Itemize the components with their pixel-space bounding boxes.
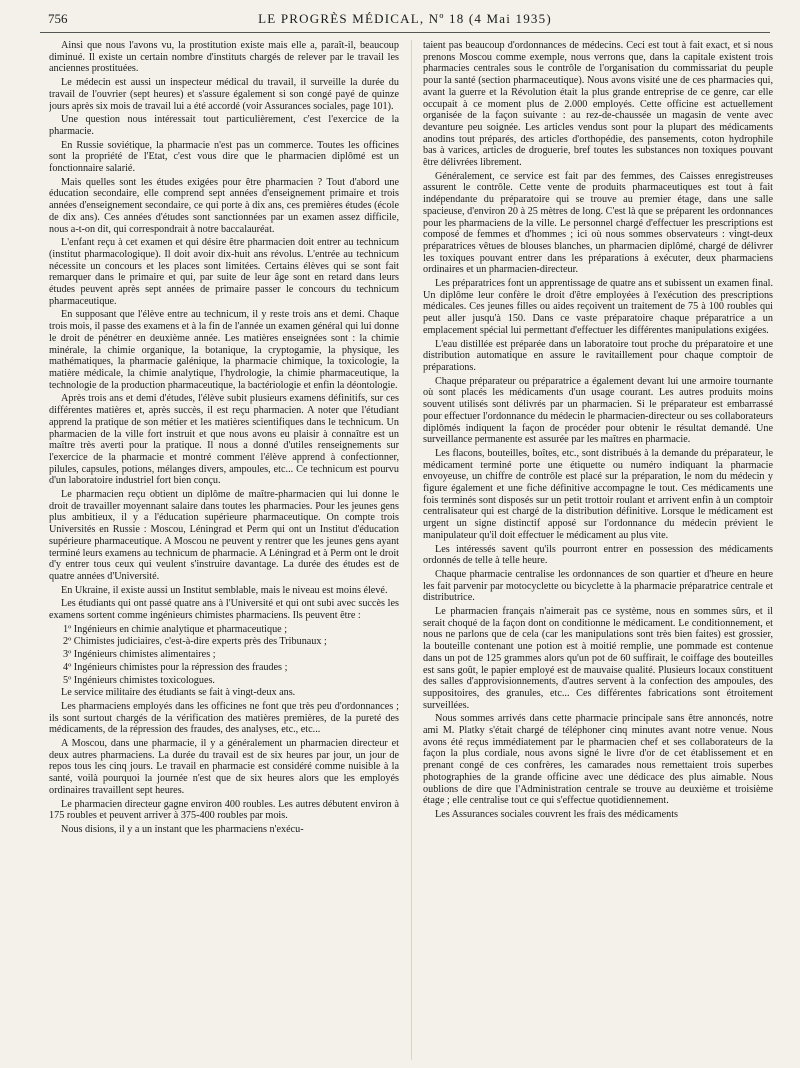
- paragraph: Le pharmacien directeur gagne environ 400 roubles. Les autres débutent environ à 175 roubles et peuvent arriver à 375-400 roubles par mois.: [49, 798, 399, 822]
- list-item: 5º Ingénieurs chimistes toxicologues.: [63, 674, 215, 686]
- paragraph: En Ukraine, il existe aussi un Institut semblable, mais le niveau est moins élevé.: [61, 584, 388, 596]
- page-number: 756: [48, 11, 68, 26]
- paragraph: Le service militaire des étudiants se fait à vingt-deux ans.: [61, 687, 296, 699]
- paragraph: Le médecin est aussi un inspecteur médical du travail, il surveille la durée du travail de l'ouvrier (sept heures) et s'assure également si son congé payé de quinze jours après six mois de travail lui a été accordé (voir Assurances sociales, page 101).: [49, 77, 399, 112]
- paragraph: A Moscou, dans une pharmacie, il y a généralement un pharmacien directeur et deux autres pharmaciens. La durée du travail est de six heures par jour, un jour de repos tous les cinq jours. Le travail en pharmacie est considéré comme nuisible à la santé, voilà pourquoi la journée n'est que de six heures alors que les employés ordinaires travaillent sept heures.: [49, 738, 399, 796]
- paragraph: Les flacons, bouteilles, boîtes, etc., sont distribués à la demande du préparateur, le médicament terminé porte une étiquette ou numéro indiquant la pharmacie envoyeuse, un chiffre de contrôle est placé sur la préparation, le nom du médecin y figure également et une fiche définitive accompagne le tout. Ces médicaments une fois terminés sont disposés sur un petit trottoir roulant et arrivent enfin à un comptoir centralisateur qui est chargé de la distribution définitive. Lorsque le médicament est urgent un signe distinctif apposé sur l'ordonnance du médecin prévient le manipulateur qu'il doit effectuer le médicament au plus vite.: [423, 447, 773, 541]
- right-column: [423, 40, 773, 1060]
- list-item: 2º Chimistes judiciaires, c'est-à-dire experts près des Tribunaux ;: [63, 636, 327, 648]
- paragraph: Après trois ans et demi d'études, l'élève subit plusieurs examens définitifs, sur ces différentes matières et, après succès, il est reçu pharmacien. A noter que l'étudiant apprend la pratique de son métier et les matières scientifiques dans le technicum. Un pharmacien de la ville fort instruit et que nous avons eu plaisir à connaître est un maître très averti pour la pratique. Il nous a donné d'utiles renseignements sur l'exercice de la pharmacie et montré comment l'élève apprend à confectionner, pilules, capsules, potions, mélanges divers, ampoules, etc... Ce technicum est pourvu d'un laboratoire industriel fort bien conçu.: [49, 393, 399, 487]
- paragraph: Ainsi que nous l'avons vu, la prostitution existe mais elle a, paraît-il, beaucoup diminué. Il existe un certain nombre d'instituts chargés de relever par le travail les anciennes prostituées.: [49, 40, 399, 75]
- paragraph: Nous disions, il y a un instant que les pharmaciens n'exécu-: [61, 824, 304, 835]
- paragraph: Une question nous intéressait tout particulièrement, c'est l'exercice de la pharmacie.: [49, 114, 399, 137]
- running-header: [40, 6, 770, 33]
- left-column: [49, 40, 399, 1060]
- paragraph: En Russie soviétique, la pharmacie n'est pas un commerce. Toutes les officines sont la propriété de l'Etat, c'est vous dire que le pharmacien diplômé est un fonctionnaire salarié.: [49, 139, 399, 175]
- paragraph: Nous sommes arrivés dans cette pharmacie principale sans être annoncés, notre ami M. Platky s'était chargé de téléphoner cinq minutes avant notre venue. Nous avons été reçus immédiatement par le pharmacien chef et ses collaborateurs de la façon la plus cordiale, nous avons signé le livre d'or de cet établissement et en prenant congé de ces confrères, les camarades nous remettaient trois superbes photographies de la grande officine avec une dédicace des plus aimable. Nous oublions de dire que l'Administration centrale se trouve au deuxième et troisième étage ; elle centralise tout ce qui s'effectue quotidiennement.: [423, 713, 773, 807]
- paragraph: L'enfant reçu à cet examen et qui désire être pharmacien doit entrer au technicum (institut pharmacologique). Il doit avoir dix-huit ans révolus. L'entrée au technicum nécessite un concours et les places sont limitées. Certains élèves qui se sont fait remarquer dans le primaire et qui, par suite de leur âge sont en retard dans leurs études peuvent après sept années de primaire passer le concours du technicum pharmaceutique.: [49, 237, 399, 307]
- running-title: LE PROGRÈS MÉDICAL, Nº 18 (4 Mai 1935): [258, 11, 552, 26]
- paragraph: Les pharmaciens employés dans les officines ne font que très peu d'ordonnances ; ils sont surtout chargés de la vérification des matières premières, de la pureté des médicaments, de la répression des fraudes, des analyses, etc., etc...: [49, 700, 399, 736]
- paragraph: taient pas beaucoup d'ordonnances de médecins. Ceci est tout à fait exact, et si nous prenons Moscou comme exemple, nous verrons que, dans la capitale existent trois pharmacies centrales sous le contrôle de l'organisation du commissariat du peuple pour la santé (section pharmaceutique). Nous avons visité une de ces pharmacies qui, avant la guerre et la Révolution était la plus grande entreprise de ce genre, car elle occupait à ce moment plus de 2.000 employés. Cette officine est actuellement organisée de la façon suivante : au rez-de-chaussée un magasin de vente avec devanture peu soignée. Les articles vendus sont pour la plupart des médicaments anodins tout préparés, des articles d'orthopédie, des pansements, coton hydrophile bas à varices, articles de droguerie, bref toutes les substances non toxiques pouvant être délivrées librement.: [423, 40, 773, 169]
- list-item: 3º Ingénieurs chimistes alimentaires ;: [63, 649, 216, 661]
- list-item: 4º Ingénieurs chimistes pour la répression des fraudes ;: [63, 661, 288, 673]
- paragraph: Chaque pharmacie centralise les ordonnances de son quartier et d'heure en heure les fait parvenir par motocyclette ou bicyclette à la pharmacie préparatrice centrale et distributrice.: [423, 568, 773, 604]
- paragraph: Les Assurances sociales couvrent les frais des médicaments: [435, 809, 679, 820]
- paragraph: Mais quelles sont les études exigées pour être pharmacien ? Tout d'abord une éducation secondaire, elle comprend sept années d'enseignement primaire et trois années d'enseignement secondaire, ce qui porte à dix ans, ces premières études (école de dix ans). Ces années d'études sont sanctionnées par un examen assez difficile, nous a-t-on dit, qui correspondrait à notre baccalauréat.: [49, 176, 399, 235]
- paragraph: Les préparatrices font un apprentissage de quatre ans et subissent un examen final. Un diplôme leur confère le droit d'être employées à l'exécution des prescriptions médicales. Ces jeunes filles ou aides reçoivent un traitement de 75 à 100 roubles qui peut aller jusqu'à 150. Dans ce vaste préparatoire chaque préparatrice a un emplacement spécial lui permettant d'effectuer les différentes manipulations exigées.: [423, 278, 773, 336]
- paragraph: En supposant que l'élève entre au technicum, il y reste trois ans et demi. Chaque trois mois, il passe des examens et à la fin de l'année un examen général qui lui donne le droit de pénétrer en deuxième année. Les matières enseignées sont : la chimie minérale, la chimie organique, la botanique, la cryptogamie, la physique, les mathématiques, la pharmacie galénique, la pharmacie chimique, la toxicologie, la matière médicale, la chimie analytique, l'hydrologie, la chimie pharmaceutique, la technologie de la production pharmaceutique, la bactériologie et enfin la déontologie.: [49, 309, 399, 391]
- paragraph: Les intéressés savent qu'ils pourront entrer en possession des médicaments ordonnés de telle à telle heure.: [423, 543, 773, 567]
- list-item: 1º Ingénieurs en chimie analytique et pharmaceutique ;: [63, 623, 288, 635]
- paragraph: L'eau distillée est préparée dans un laboratoire tout proche du préparatoire et une distribution automatique en assure le ravitaillement pour chaque comptoir de préparations.: [423, 338, 773, 373]
- paragraph: Chaque préparateur ou préparatrice a également devant lui une armoire tournante où sont placés les médicaments d'un usage courant. Les autres produits moins souvent utilisés sont délivrés par un pharmacien. Si le préparateur est embarrassé pour effectuer l'ordonnance du médecin le pharmacien-directeur ou ses collaborateurs diplômés indiquent la façon de procéder pour obtenir le résultat demandé. Une surveillance permanente est assurée par les maîtres en pharmacie.: [423, 375, 773, 446]
- paragraph: Généralement, ce service est fait par des femmes, des Caisses enregistreuses assurent le contrôle. Cette vente de produits pharmaceutiques est tout à fait indépendante du préparatoire qui se trouve au premier étage, dans une salle spacieuse, d'environ 20 à 25 mètres de long. C'est là que se préparent les ordonnances pour les pharmaciens de la ville. Le personnel chargé d'effectuer les prescriptions est composé de femmes et d'hommes ; ici où nous sommes observateurs : vingt-deux préparatrices vêtues de blouses blanches, un pharmacien diplômé, chargé de délivrer les toxiques pouvant entrer dans les préparations à exécuter, deux pharmaciens ordinaires et un pharmacien-directeur.: [423, 170, 773, 276]
- paragraph: Le pharmacien reçu obtient un diplôme de maître-pharmacien qui lui donne le droit de travailler moyennant salaire dans toutes les pharmacies. Pour les jeunes gens plus ambitieux, il y a l'éducation supérieure pharmaceutique. On compte trois Universités en Russie : Moscou, Léningrad et Perm qui ont un Institut d'éducation supérieure pharmaceutique. A Moscou ne peuvent y rentrer que les jeunes gens ayant terminé leurs examens au technicum de pharmacie. A Léningrad et à Perm ont le droit d'y entrer tous ceux qui veulent s'instruire davantage. La durée des études est de quatre années d'Université.: [49, 489, 399, 582]
- paragraph: Les étudiants qui ont passé quatre ans à l'Université et qui ont subi avec succès les examens sortent comme ingénieurs chimistes pharmaciens. Ils peuvent être :: [49, 598, 399, 622]
- column-divider: [411, 40, 412, 1060]
- paragraph: Le pharmacien français n'aimerait pas ce système, nous en sommes sûrs, et il serait choqué de la façon dont on conditionne le médicament. Le conditionnement, et nous ne parlons que de cela (car les manipulations sont très bien faites) est grossier, la bouteille contenant une potion est à moitié remplie, une pommade est contenue dans un pot de 125 grammes alors qu'un pot de 60 suffirait, le coiffage des bouteilles est sans goût, le papier employé est de mauvaise qualité. Plusieurs locaux constituent des salles d'approvisionnements, d'autres servent à la confection des ampoules, des suppositoires, des granules, etc... Ces différentes fabrications sont étroitement surveillées.: [423, 606, 773, 711]
